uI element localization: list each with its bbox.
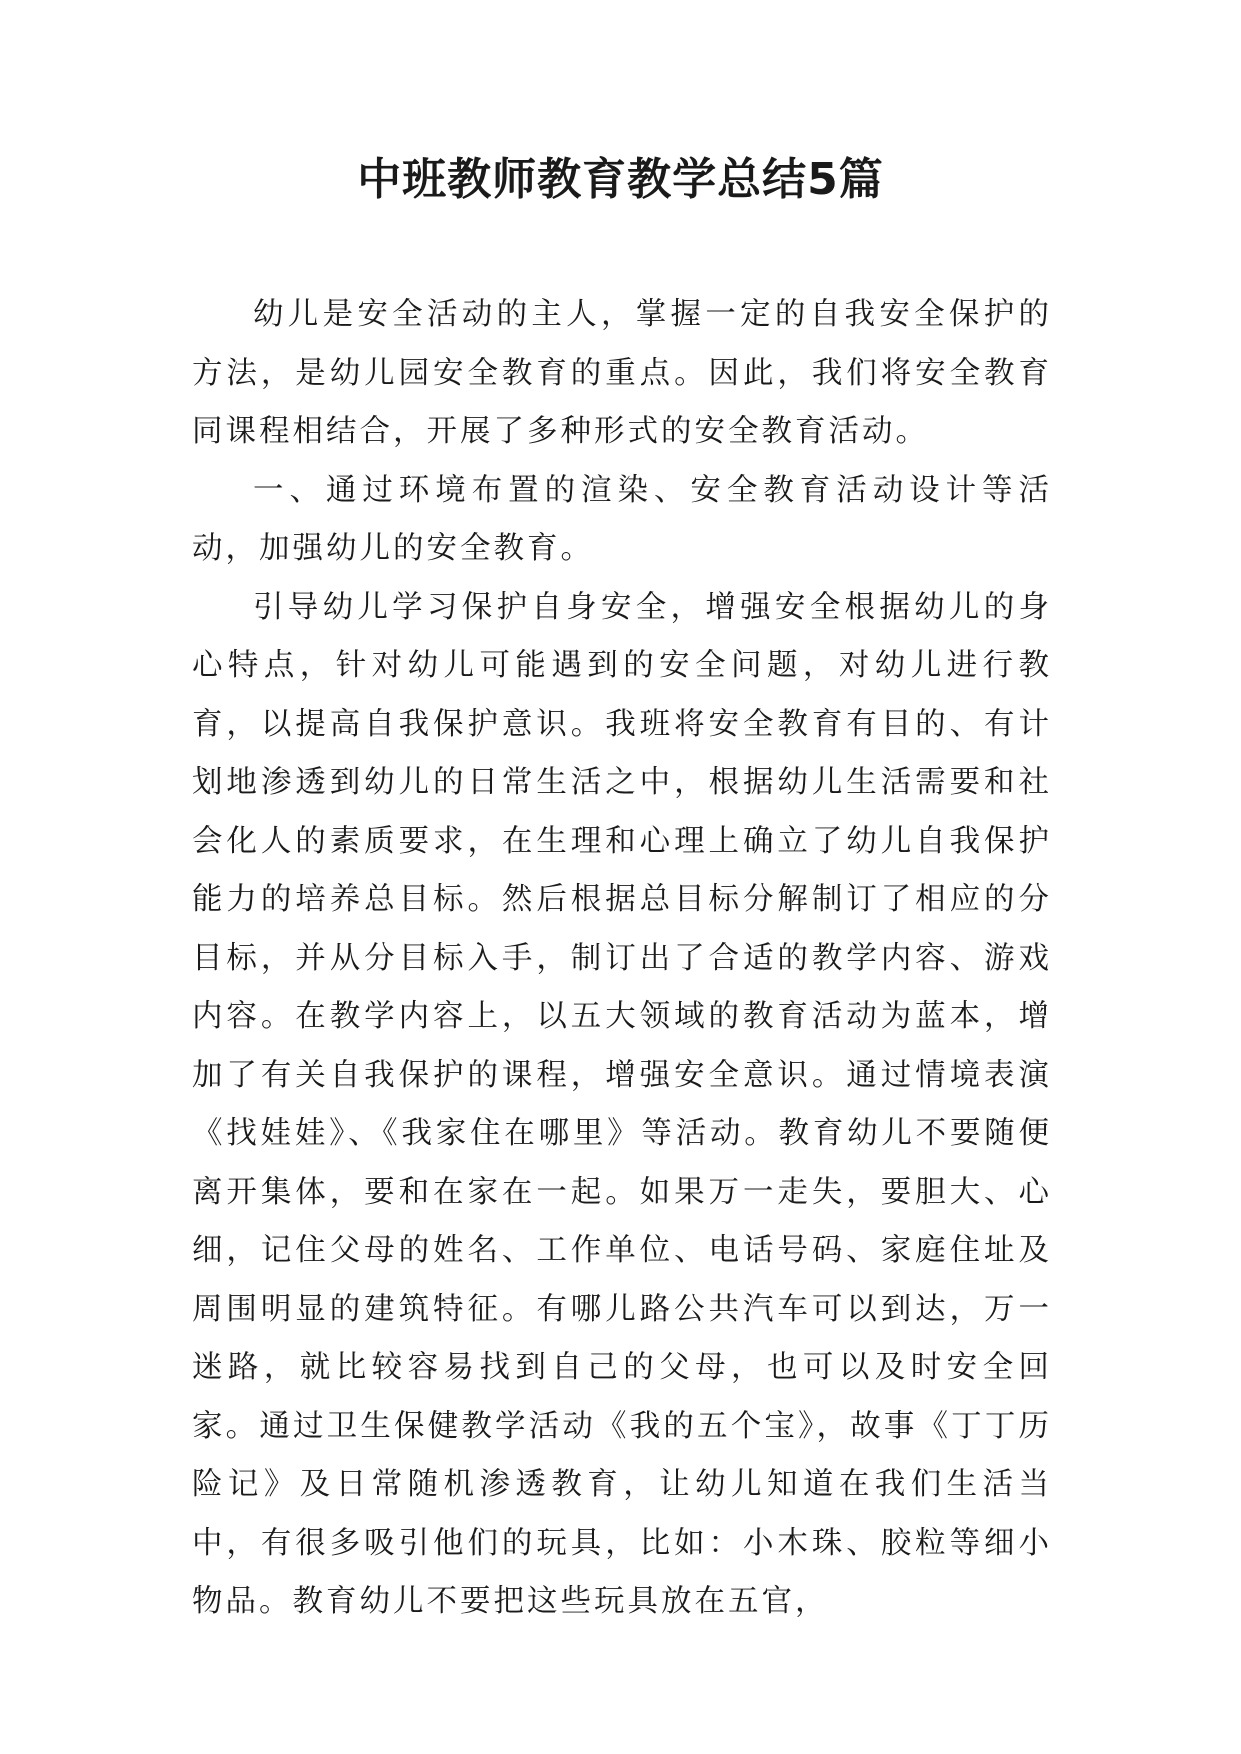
paragraph-intro: 幼儿是安全活动的主人，掌握一定的自我安全保护的方法，是幼儿园安全教育的重点。因此，我们将安全教育同课程相结合，开展了多种形式的安全教育活动。 bbox=[192, 297, 1052, 449]
document-title: 中班教师教育教学总结5篇 bbox=[357, 154, 884, 205]
document-body bbox=[192, 286, 1052, 1632]
paragraph-main: 引导幼儿学习保护自身安全，增强安全根据幼儿的身心特点，针对幼儿可能遇到的安全问题，对幼儿进行教育，以提高自我保护意识。我班将安全教育有目的、有计划地渗透到幼儿的日常生活之中，根据幼儿生活需要和社会化人的素质要求，在生理和心理上确立了幼儿自我保护能力的培养总目标。然后根据总目标分解制订了相应的分目标，并从分目标入手，制订出了合适的教学内容、游戏内容。在教学内容上，以五大领域的教育活动为蓝本，增加了有关自我保护的课程，增强安全意识。通过情境表演《找娃娃》、《我家住在哪里》等活动。教育幼儿不要随便离开集体，要和在家在一起。如果万一走失，要胆大、心细，记住父母的姓名、工作单位、电话号码、家庭住址及周围明显的建筑特征。有哪儿路公共汽车可以到达，万一迷路，就比较容易找到自己的父母，也可以及时安全回家。通过卫生保健教学活动《我的五个宝》，故事《丁丁历险记》及日常随机渗透教育，让幼儿知道在我们生活当中，有很多吸引他们的玩具，比如：小木珠、胶粒等细小物品。教育幼儿不要把这些玩具放在五官， bbox=[192, 589, 1052, 1619]
paragraph-section-heading: 一、通过环境布置的渲染、安全教育活动设计等活动，加强幼儿的安全教育。 bbox=[192, 472, 1052, 566]
